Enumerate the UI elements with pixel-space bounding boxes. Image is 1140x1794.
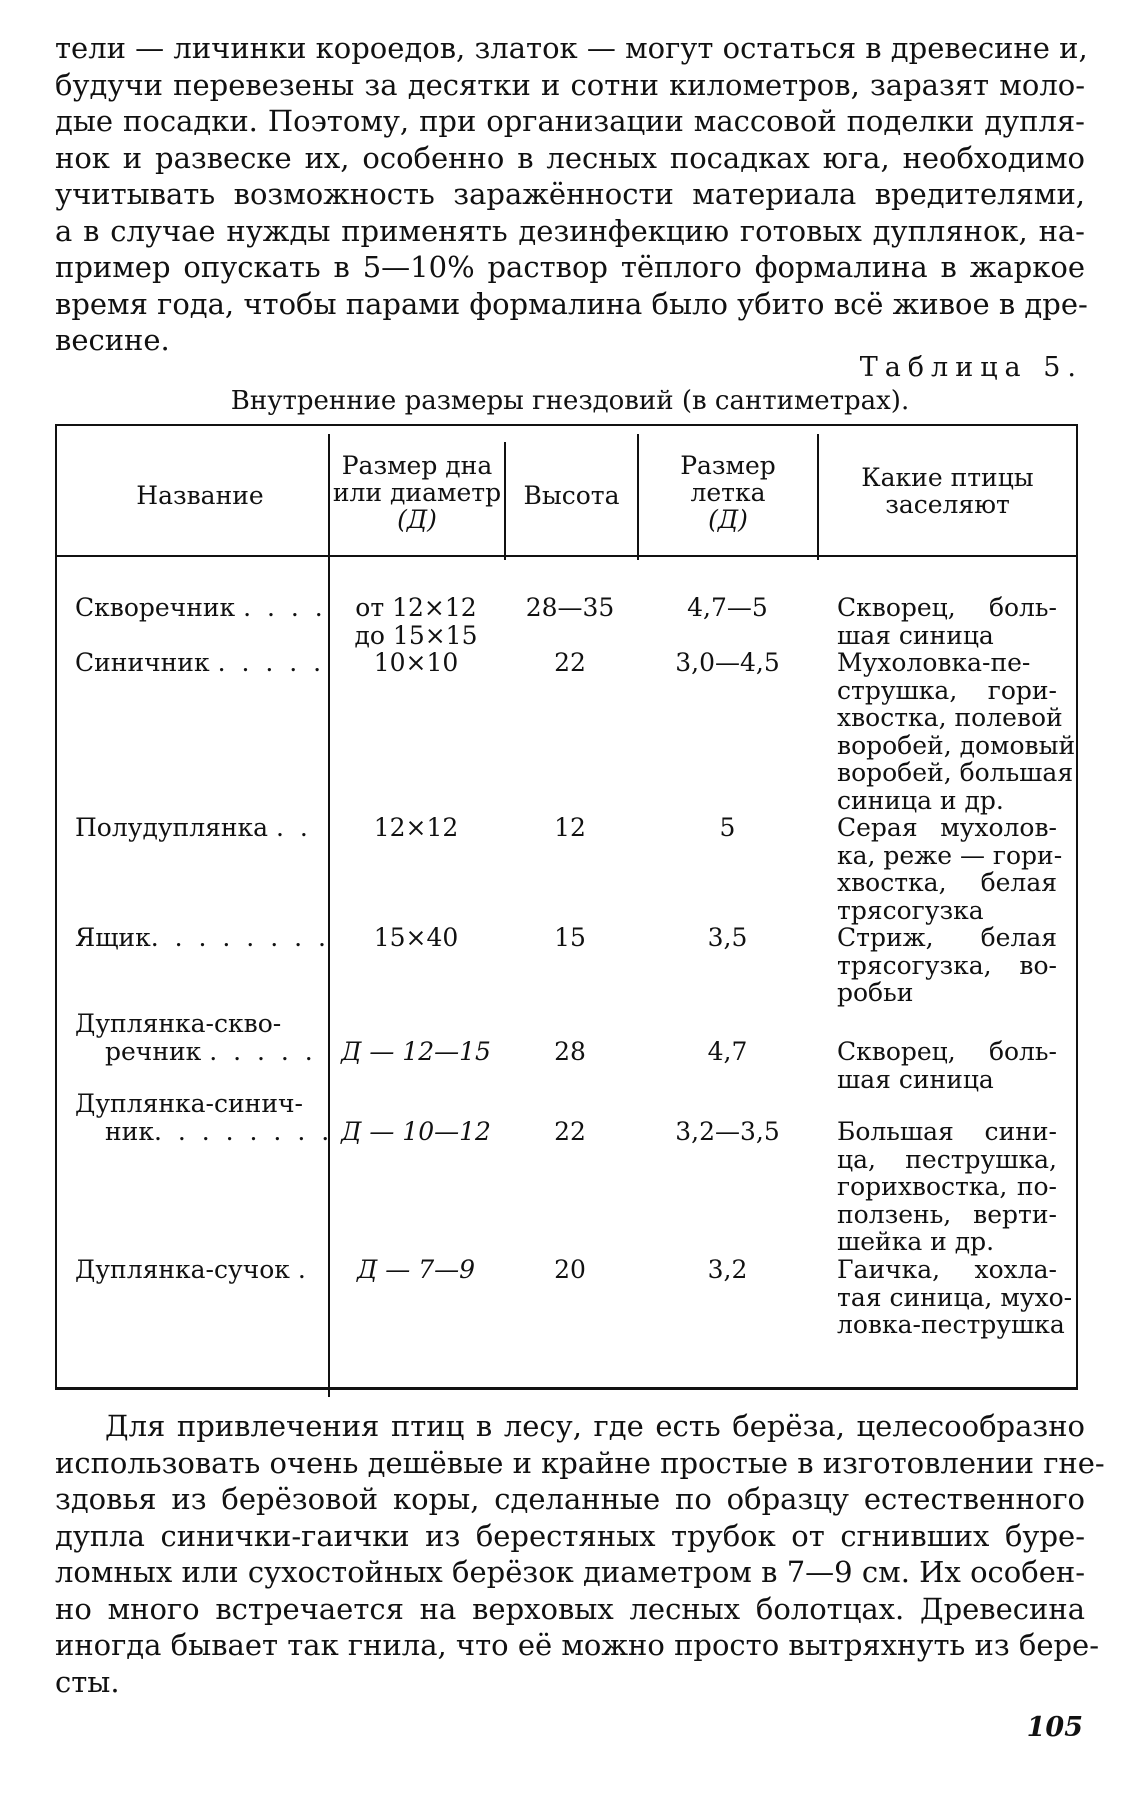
text-line: иногда бывает так гнила, что её можно просто вытряхнуть из бере- bbox=[55, 1628, 1099, 1662]
row-entrance: 3,5 bbox=[707, 923, 748, 952]
table-caption: Таблица 5. bbox=[859, 352, 1083, 383]
row-birds: Стриж, белая трясогузка, во- робьи bbox=[837, 923, 1057, 1007]
header-height: Высота bbox=[523, 481, 620, 510]
row-name: Дуплянка-сучок . bbox=[75, 1255, 310, 1284]
nest-size-table bbox=[55, 424, 1078, 1390]
text-line: использовать очень дешёвые и крайне простые в изготовлении гне- bbox=[55, 1445, 1105, 1480]
row-birds: Скворец, боль- шая синица bbox=[837, 593, 1057, 650]
header-size-line: Размер дна bbox=[341, 451, 493, 480]
row-birds: Большая сини- ца, пеструшка, горихвостка, по- ползень, верти- шейка и др. bbox=[837, 1117, 1057, 1256]
header-birds bbox=[819, 464, 1076, 518]
header-birds-line: заселяют bbox=[885, 490, 1010, 519]
row-entrance: 5 bbox=[719, 813, 736, 842]
row-size: 15×40 bbox=[373, 923, 459, 952]
row-name: Скворечник . . . . bbox=[75, 593, 327, 622]
header-size-line: (Д) bbox=[397, 505, 437, 534]
header-name: Название bbox=[136, 481, 264, 510]
text-line: весине. bbox=[55, 323, 170, 357]
row-entrance: 4,7—5 bbox=[687, 593, 768, 622]
row-birds: Серая мухолов- ка, реже — гори- хвостка, белая трясогузка bbox=[837, 813, 1063, 925]
row-size: от 12×12 до 15×15 bbox=[354, 593, 478, 650]
text-line: тели — личинки короедов, златок — могут остаться в древесине и, bbox=[55, 31, 1088, 65]
row-entrance: 4,7 bbox=[707, 1037, 748, 1066]
table-left-border bbox=[55, 424, 57, 1390]
header-entrance-line: (Д) bbox=[708, 505, 748, 534]
row-size: Д — 7—9 bbox=[356, 1255, 476, 1284]
row-entrance: 3,2 bbox=[707, 1255, 748, 1284]
text-line: дупла синички-гаички из берестяных трубок от сгнивших буре- bbox=[55, 1518, 1085, 1553]
row-height: 28 bbox=[554, 1037, 586, 1066]
row-height: 15 bbox=[554, 923, 586, 952]
row-name: Синичник . . . . . bbox=[75, 648, 326, 677]
paragraph-bottom bbox=[55, 1408, 1105, 1700]
row-name: Дуплянка-синич- ник. . . . . . . . bbox=[75, 1089, 334, 1146]
row-height: 22 bbox=[554, 1117, 586, 1146]
text-line: дые посадки. Поэтому, при организации массовой поделки дупля- bbox=[55, 104, 1085, 138]
text-line: пример опускать в 5—10% раствор тёплого формалина в жаркое bbox=[55, 250, 1085, 284]
text-line: Для привлечения птиц в лесу, где есть берёза, целесообразно bbox=[105, 1409, 1085, 1443]
header-entrance bbox=[639, 452, 817, 533]
row-name: Полудуплянка . . bbox=[75, 813, 312, 842]
row-birds: Скворец, боль- шая синица bbox=[837, 1037, 1057, 1094]
header-birds-line: Какие птицы bbox=[861, 463, 1034, 492]
text-line: учитывать возможность заражённости материала вредителями, bbox=[55, 177, 1085, 211]
row-birds: Гаичка, хохла- тая синица, мухо- ловка-пеструшка bbox=[837, 1255, 1073, 1339]
paragraph-top bbox=[55, 30, 1088, 359]
header-size bbox=[330, 452, 504, 533]
row-height: 12 bbox=[554, 813, 586, 842]
text-line: а в случае нужды применять дезинфекцию готовых дуплянок, на- bbox=[55, 213, 1085, 248]
row-name: Дуплянка-скво- речник . . . . . bbox=[75, 1009, 317, 1066]
header-size-line: или диаметр bbox=[332, 478, 502, 507]
row-height: 28—35 bbox=[525, 593, 615, 622]
table-header-rule bbox=[55, 555, 1078, 557]
text-line: ломных или сухостойных берёзок диаметром в 7—9 см. Их особен- bbox=[55, 1555, 1085, 1589]
row-height: 22 bbox=[554, 648, 586, 677]
header-entrance-line: летка bbox=[690, 478, 766, 507]
row-size: 12×12 bbox=[373, 813, 459, 842]
row-size: 10×10 bbox=[373, 648, 459, 677]
table-right-border bbox=[1076, 424, 1078, 1390]
text-line: здовья из берёзовой коры, сделанные по образцу естественного bbox=[55, 1482, 1085, 1516]
table-top-rule bbox=[55, 424, 1078, 426]
row-size: Д — 12—15 bbox=[341, 1037, 491, 1066]
text-line: но много встречается на верховых лесных болотцах. Древесина bbox=[55, 1591, 1085, 1626]
text-line: нок и развеске их, особенно в лесных посадках юга, необходимо bbox=[55, 140, 1085, 175]
row-size: Д — 10—12 bbox=[341, 1117, 491, 1146]
text-line: время года, чтобы парами формалина было убито всё живое в дре- bbox=[55, 286, 1088, 321]
row-entrance: 3,0—4,5 bbox=[675, 648, 780, 677]
table-bottom-rule bbox=[55, 1387, 1078, 1390]
table-title: Внутренние размеры гнездовий (в сантиметрах). bbox=[230, 386, 910, 416]
row-name: Ящик. . . . . . . . bbox=[75, 923, 330, 952]
header-entrance-line: Размер bbox=[680, 451, 776, 480]
page-number: 105 bbox=[1026, 1712, 1083, 1743]
row-entrance: 3,2—3,5 bbox=[675, 1117, 780, 1146]
row-birds: Мухоловка-пе- струшка, гори- хвостка, полевой воробей, домовый воробей, большая синица и др. bbox=[837, 648, 1076, 815]
row-height: 20 bbox=[554, 1255, 586, 1284]
text-line: сты. bbox=[55, 1664, 120, 1699]
text-line: будучи перевезены за десятки и сотни километров, заразят моло- bbox=[55, 67, 1085, 102]
column-divider bbox=[328, 434, 330, 1397]
